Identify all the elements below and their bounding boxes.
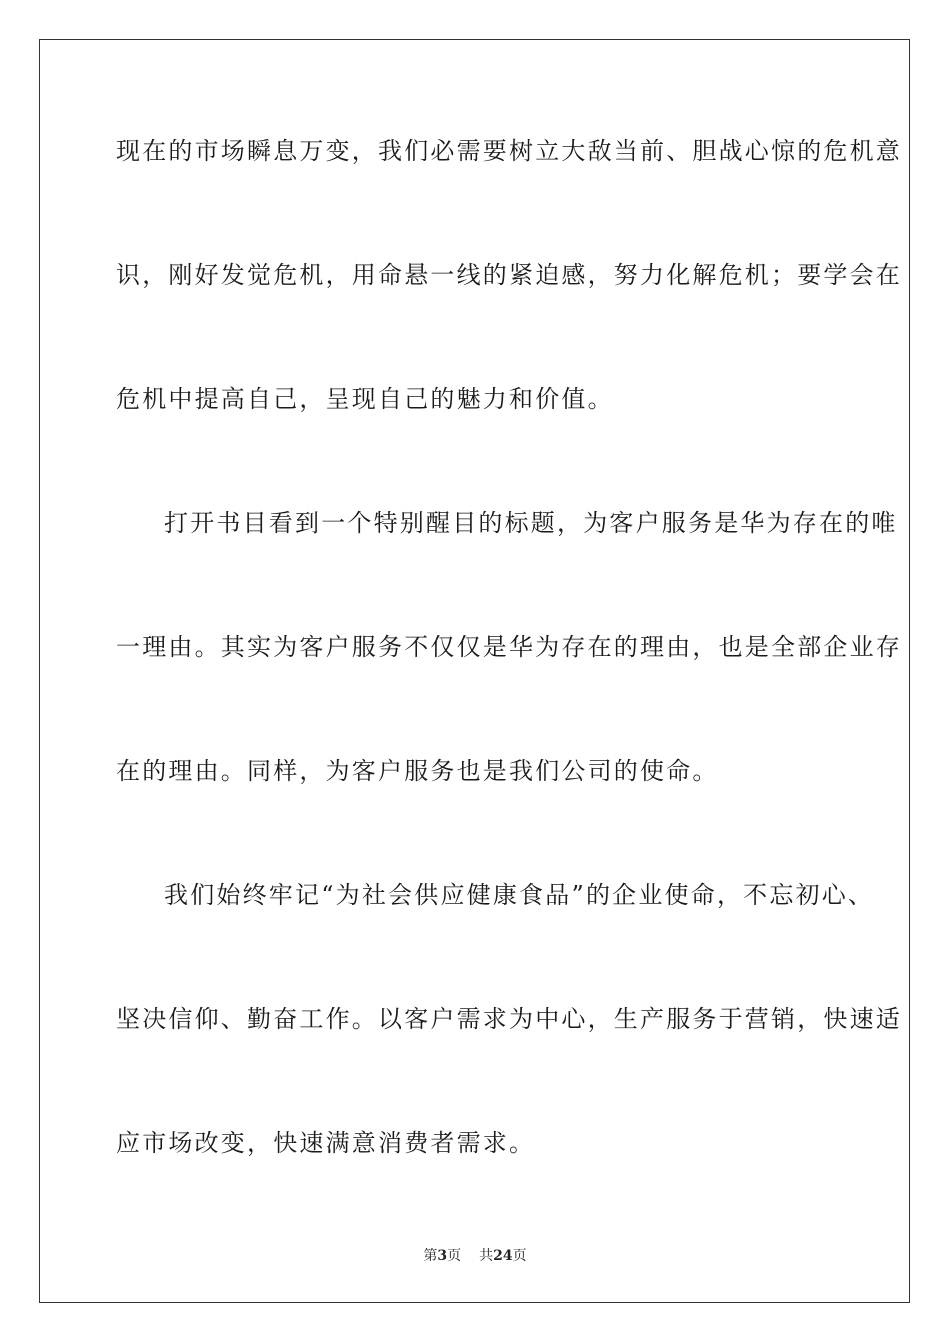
paragraph-line: 应市场改变，快速满意消费者需求。 [116, 1129, 536, 1157]
page-number-label [423, 1246, 461, 1266]
total-pages: 24 [493, 1248, 513, 1264]
paragraph-line: 识，刚好发觉危机，用命悬一线的紧迫感，努力化解危机；要学会在 [116, 261, 902, 289]
paragraph-line: 现在的市场瞬息万变，我们必需要树立大敌当前、胆战心惊的危机意 [116, 137, 902, 165]
total-pages-label [479, 1246, 526, 1266]
total-prefix: 共 [479, 1248, 494, 1264]
page-prefix: 第 [423, 1248, 438, 1264]
page-suffix: 页 [447, 1248, 462, 1264]
page-border [39, 39, 910, 1303]
paragraph-line: 在的理由。同样，为客户服务也是我们公司的使命。 [116, 757, 719, 785]
paragraph-line: 我们始终牢记“为社会供应健康食品”的企业使命，不忘初心、 [164, 881, 875, 909]
paragraph-line: 坚决信仰、勤奋工作。以客户需求为中心，生产服务于营销，快速适 [116, 1005, 902, 1033]
paragraph-line: 危机中提高自己，呈现自己的魅力和价值。 [116, 385, 614, 413]
page-number: 3 [437, 1248, 448, 1264]
paragraph-line: 打开书目看到一个特别醒目的标题，为客户服务是华为存在的唯 [164, 509, 898, 537]
total-suffix: 页 [512, 1248, 527, 1264]
page-footer [0, 1246, 950, 1266]
paragraph-line: 一理由。其实为客户服务不仅仅是华为存在的理由，也是全部企业存 [116, 633, 902, 661]
